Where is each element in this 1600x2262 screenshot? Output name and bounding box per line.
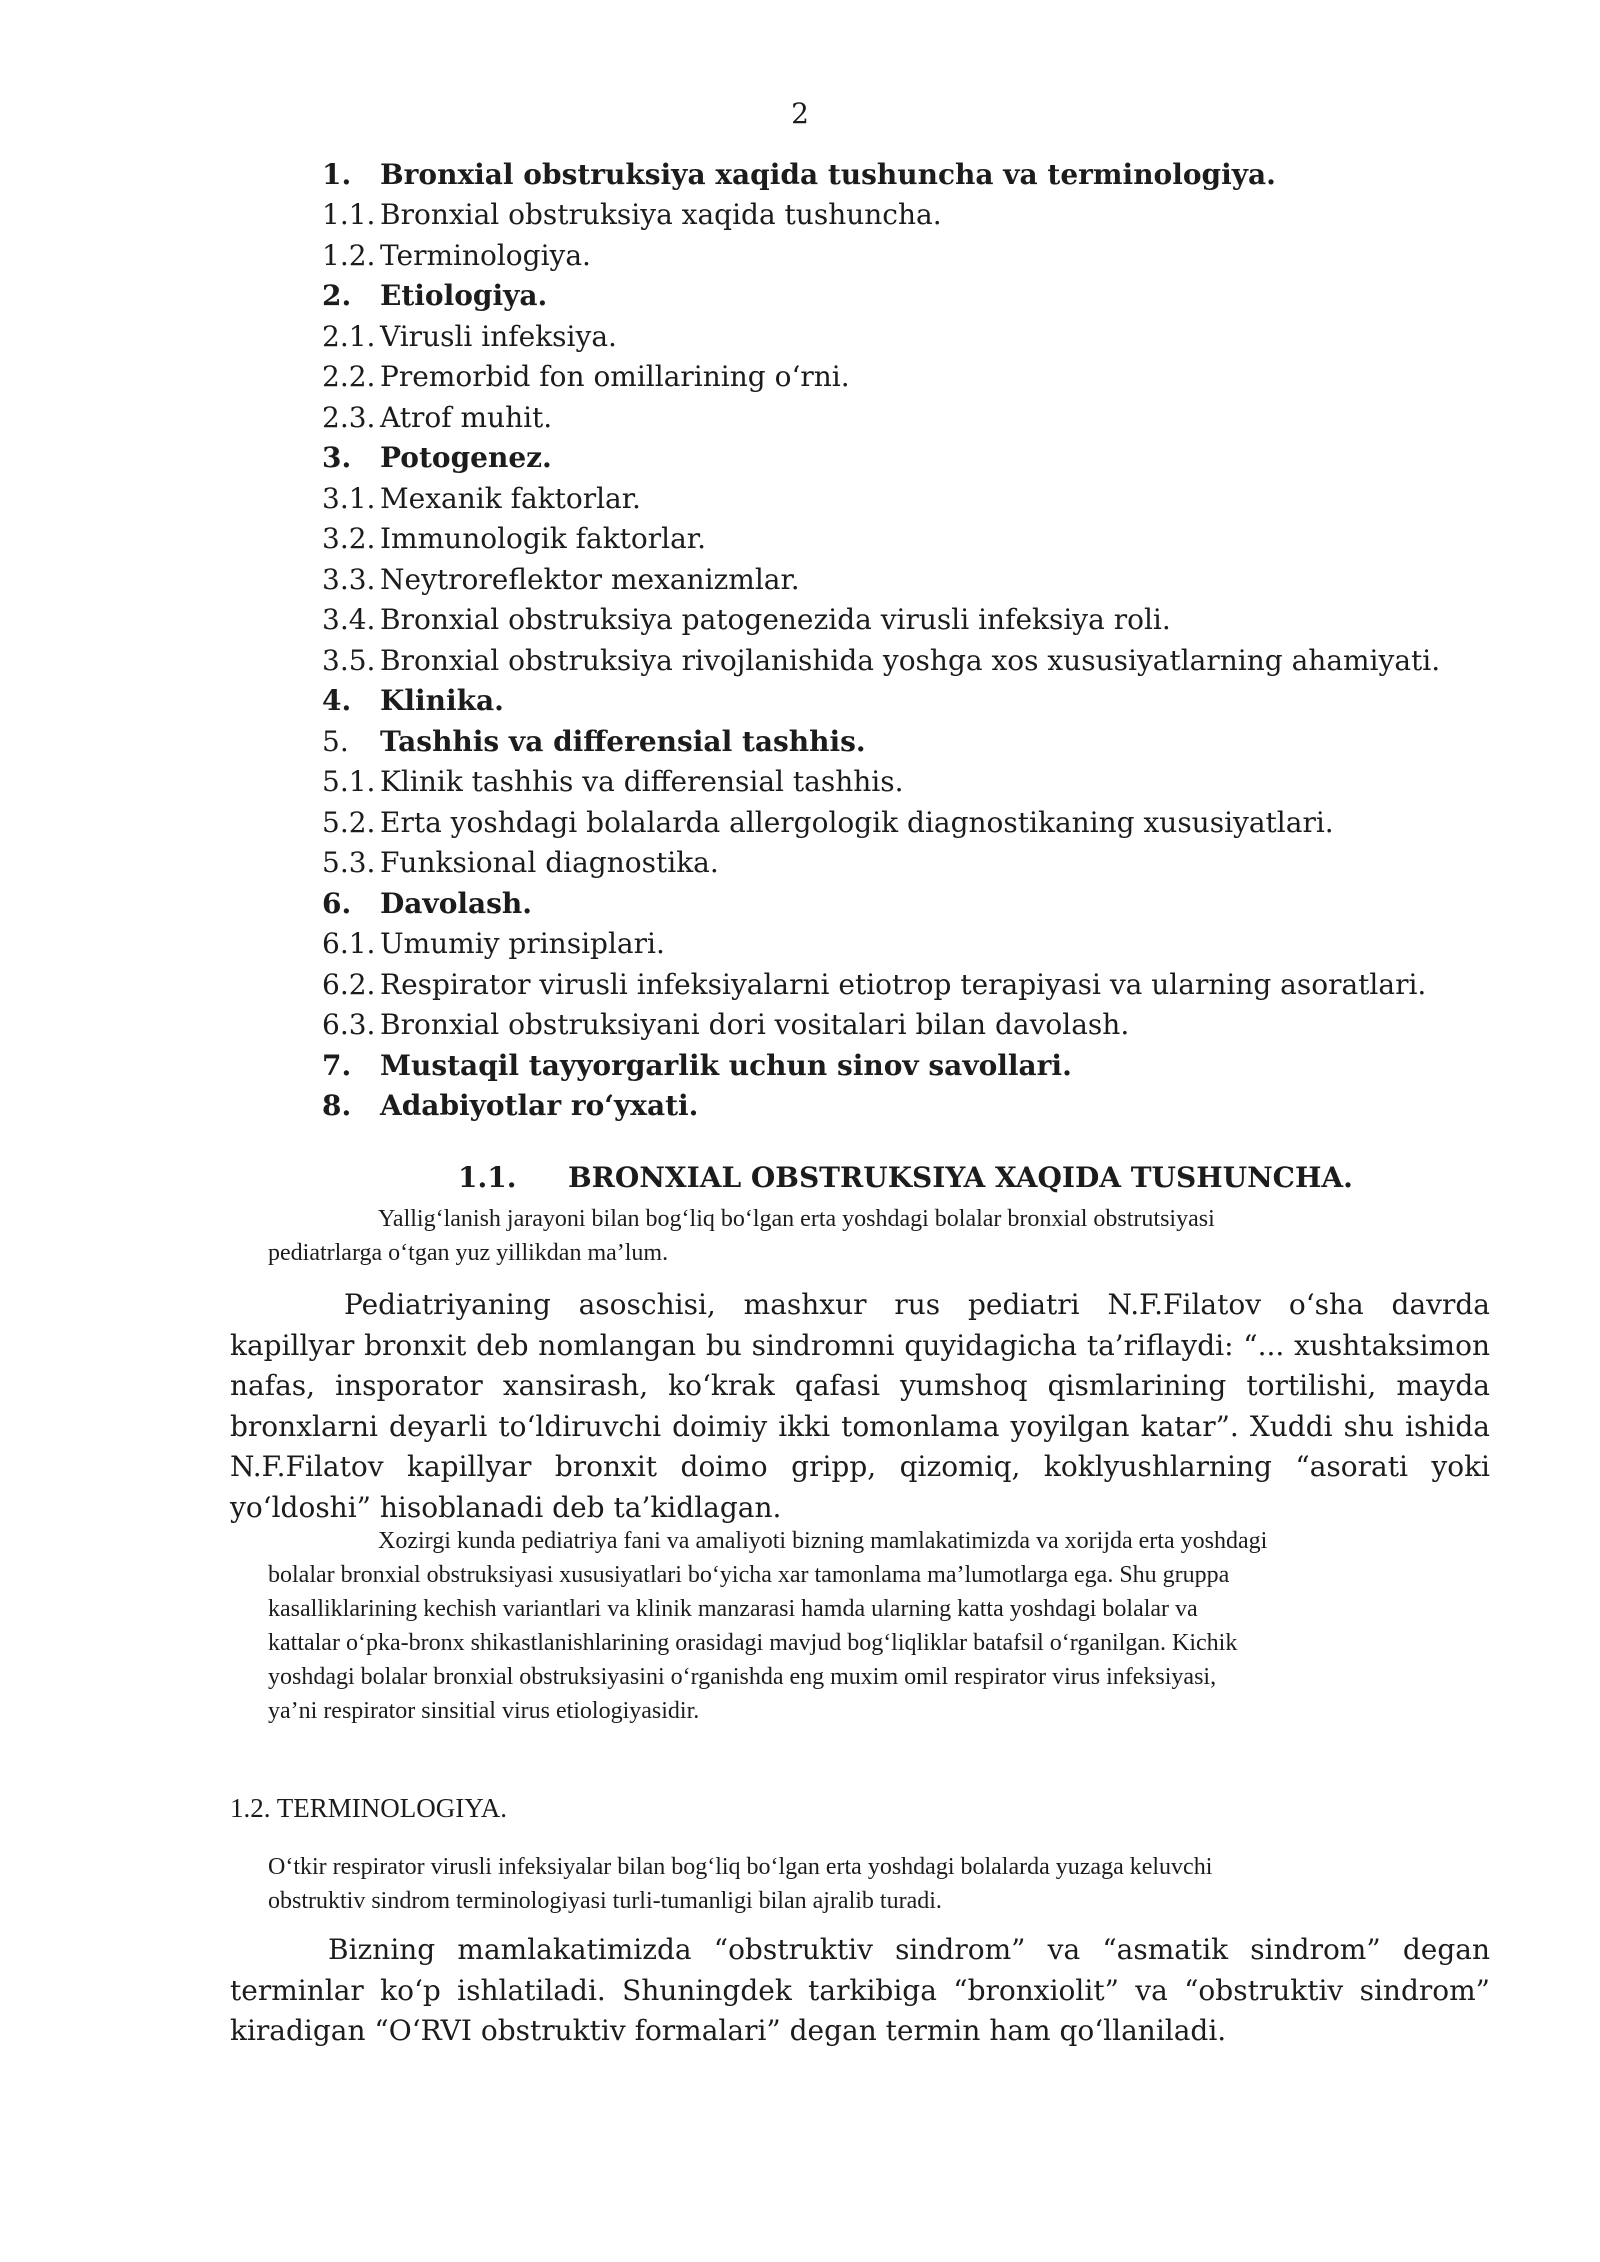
toc-item-title: Bronxial obstruksiya xaqida tushuncha va terminologiya. [380, 157, 1276, 191]
text-line: yoshdagi bolalar bronxial obstruksiyasini o‘rganishda eng muxim omil respirator virus infeksiyasi, [268, 1664, 1217, 1690]
terminology-intro [268, 1850, 1448, 1918]
toc-item-title: Bronxial obstruksiyani dori vositalari bilan davolash. [380, 1008, 1130, 1042]
toc-item-number: 5.3. [322, 846, 376, 880]
section-title: BRONXIAL OBSTRUKSIYA XAQIDA TUSHUNCHA. [568, 1161, 1353, 1194]
toc-item-title: Umumiy prinsiplari. [380, 927, 665, 961]
toc-item-number: 3.2. [322, 522, 376, 556]
toc-item-number: 5. [322, 724, 349, 758]
toc-item-number: 6. [322, 886, 352, 920]
toc-item-number: 1.2. [322, 238, 376, 272]
toc-item-number: 5.1. [322, 765, 376, 799]
table-of-contents [322, 154, 1522, 1126]
toc-item-title: Atrof muhit. [380, 400, 553, 434]
toc-item [322, 843, 1522, 884]
text-line: kattalar o‘pka-bronx shikastlanishlarining orasidagi mavjud bog‘liqliklar batafsil o‘rganilgan. Kichik [268, 1630, 1238, 1656]
toc-item [322, 640, 1522, 681]
filatov-paragraph: Pediatriyaning asoschisi, mashxur rus pediatri N.F.Filatov o‘sha davrda kapillyar bronxit deb nomlangan bu sindromni quyidagicha ta’riflaydi: “... xushtaksimon nafas, insporator xansirash, ko‘krak qafasi yumshoq qismlarining tortilishi, mayda bronxlarni deyarli to‘ldiruvchi doimiy ikki tomonlama yoyilgan katar”. Xuddi shu ishida N.F.Filatov kapillyar bronxit doimo gripp, qizomiq, koklyushlarning “asorati yoki yo‘ldoshi” hisoblanadi deb ta’kidlagan. [230, 1288, 1490, 1524]
text-line: ya’ni respirator sinsitial virus etiologiyasidir. [268, 1698, 700, 1724]
text-line: bolalar bronxial obstruksiyasi xususiyatlari bo‘yicha xar tamonlama ma’lumotlarga ega. Shu gruppa [268, 1562, 1230, 1588]
text-line: O‘tkir respirator virusli infeksiyalar bilan bog‘liq bo‘lgan erta yoshdagi bolalarda yuzaga keluvchi [268, 1854, 1213, 1880]
toc-item-title: Mexanik faktorlar. [380, 481, 641, 515]
toc-item [322, 802, 1522, 843]
toc-item-title: Davolash. [380, 886, 533, 920]
toc-item-title: Mustaqil tayyorgarlik uchun sinov savollari. [380, 1048, 1072, 1082]
toc-item [322, 357, 1522, 398]
toc-item [322, 235, 1522, 276]
toc-item-number: 7. [322, 1048, 352, 1082]
toc-item-number: 6.2. [322, 967, 376, 1001]
toc-item-title: Bronxial obstruksiya xaqida tushuncha. [380, 198, 942, 232]
toc-item-title: Etiologiya. [380, 279, 548, 313]
toc-item-number: 2.2. [322, 360, 376, 394]
text-line: obstruktiv sindrom terminologiyasi turli-tumanligi bilan ajralib turadi. [268, 1888, 942, 1914]
toc-item-number: 2.3. [322, 400, 376, 434]
toc-item [322, 276, 1522, 317]
toc-item-title: Premorbid fon omillarining o‘rni. [380, 360, 850, 394]
toc-item-title: Bronxial obstruksiya rivojlanishida yoshga xos xususiyatlarning ahamiyati. [380, 643, 1441, 677]
toc-item-number: 2.1. [322, 319, 376, 353]
toc-item-number: 3.1. [322, 481, 376, 515]
toc-item-title: Adabiyotlar ro‘yxati. [380, 1089, 699, 1123]
toc-item-number: 3. [322, 441, 352, 475]
toc-item [322, 478, 1522, 519]
toc-item [322, 600, 1522, 641]
toc-item-number: 1.1. [322, 198, 376, 232]
toc-item-title: Neytroreflektor mexanizmlar. [380, 562, 800, 596]
toc-item [322, 681, 1522, 722]
terms-paragraph: Bizning mamlakatimizda “obstruktiv sindrom” va “asmatik sindrom” degan terminlar ko‘p ishlatiladi. Shuningdek tarkibiga “bronxiolit” va “obstruktiv sindrom” kiradigan “O‘RVI obstruktiv formalari” degan termin ham qo‘llaniladi. [230, 1933, 1490, 2047]
toc-item [322, 397, 1522, 438]
toc-item-number: 6.1. [322, 927, 376, 961]
toc-item [322, 195, 1522, 236]
toc-item [322, 438, 1522, 479]
modern-paragraph [268, 1524, 1448, 1728]
toc-item-number: 4. [322, 684, 352, 718]
toc-item [322, 1005, 1522, 1046]
section-number: 1.1. [458, 1161, 517, 1194]
toc-item-title: Respirator virusli infeksiyalarni etiotrop terapiyasi va ularning asoratlari. [380, 967, 1427, 1001]
toc-item [322, 154, 1522, 195]
toc-item-number: 5.2. [322, 805, 376, 839]
toc-item-number: 3.5. [322, 643, 376, 677]
toc-item-number: 3.3. [322, 562, 376, 596]
toc-item-number: 8. [322, 1089, 352, 1123]
toc-item-number: 2. [322, 279, 352, 313]
section-heading-1-1 [458, 1161, 1353, 1194]
toc-item-title: Terminologiya. [380, 238, 591, 272]
toc-item [322, 883, 1522, 924]
toc-item-title: Potogenez. [380, 441, 552, 475]
toc-item-title: Immunologik faktorlar. [380, 522, 707, 556]
toc-item [322, 1045, 1522, 1086]
text-line: Yallig‘lanish jarayoni bilan bog‘liq bo‘lgan erta yoshdagi bolalar bronxial obstrutsiyasi [378, 1206, 1215, 1232]
toc-item [322, 316, 1522, 357]
toc-item [322, 519, 1522, 560]
toc-item [322, 559, 1522, 600]
toc-item-title: Virusli infeksiya. [380, 319, 617, 353]
toc-item-title: Klinik tashhis va differensial tashhis. [380, 765, 904, 799]
toc-item-title: Funksional diagnostika. [380, 846, 719, 880]
toc-item-title: Bronxial obstruksiya patogenezida virusli infeksiya roli. [380, 603, 1171, 637]
page-number: 2 [791, 97, 809, 130]
intro-paragraph [268, 1202, 1448, 1270]
toc-item [322, 964, 1522, 1005]
toc-item-number: 6.3. [322, 1008, 376, 1042]
toc-item-number: 1. [322, 157, 352, 191]
toc-item-title: Erta yoshdagi bolalarda allergologik diagnostikaning xususiyatlari. [380, 805, 1334, 839]
text-line: Xozirgi kunda pediatriya fani va amaliyoti bizning mamlakatimizda va xorijda erta yoshdagi [378, 1528, 1268, 1554]
toc-item-number: 3.4. [322, 603, 376, 637]
section-heading-1-2: 1.2. TERMINOLOGIYA. [230, 1793, 507, 1823]
toc-item [322, 762, 1522, 803]
toc-item-title: Tashhis va differensial tashhis. [380, 724, 866, 758]
toc-item [322, 1086, 1522, 1127]
toc-item-title: Klinika. [380, 684, 504, 718]
toc-item [322, 924, 1522, 965]
toc-item [322, 721, 1522, 762]
text-line: pediatrlarga o‘tgan yuz yillikdan ma’lum. [268, 1240, 669, 1266]
text-line: kasalliklarining kechish variantlari va klinik manzarasi hamda ularning katta yoshdagi bolalar va [268, 1596, 1198, 1622]
